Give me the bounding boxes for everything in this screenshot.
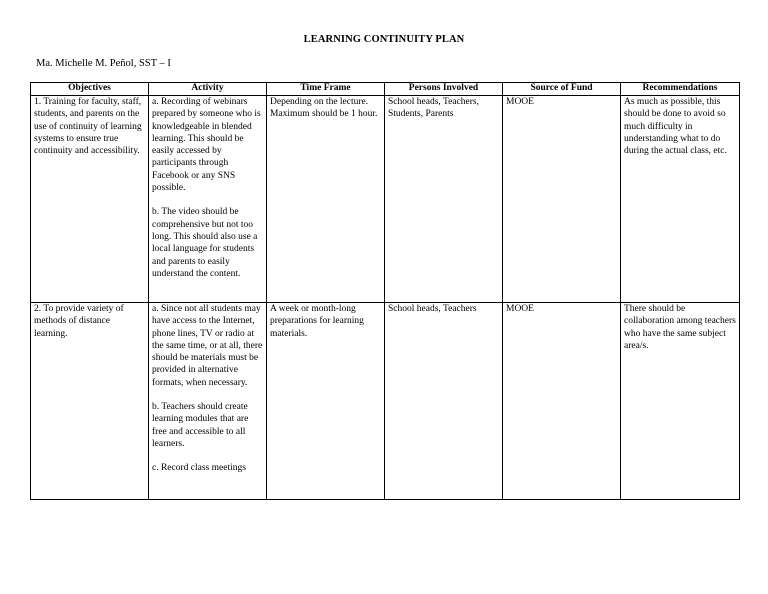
header-time-frame: Time Frame	[267, 83, 385, 96]
activity-item: b. Teachers should create learning modules that are free and accessible to all learners.	[152, 402, 249, 449]
fund-cell: MOOE	[503, 96, 621, 303]
learning-plan-table	[30, 82, 740, 500]
table-header-row	[31, 83, 740, 96]
header-source-of-fund: Source of Fund	[503, 83, 621, 96]
fund-cell: MOOE	[503, 303, 621, 500]
activity-item: a. Recording of webinars prepared by someone who is knowledgeable in blended learning. This should be easily accessed by participants through Facebook or any SNS possible.	[152, 97, 261, 194]
objective-cell: 2. To provide variety of methods of distance learning.	[31, 303, 149, 500]
activity-cell	[149, 303, 267, 500]
header-recommendations: Recommendations	[621, 83, 740, 96]
author-line: Ma. Michelle M. Peñol, SST – I	[36, 58, 171, 69]
activity-item: a. Since not all students may have access to the Internet, phone lines, TV or radio at the same time, or at all, there should be materials must be provided in alternative formats, when necessary.	[152, 304, 263, 388]
header-objectives: Objectives	[31, 83, 149, 96]
objective-cell: 1. Training for faculty, staff, students, and parents on the use of continuity of learning systems to ensure true continuity and accessibility.	[31, 96, 149, 303]
header-activity: Activity	[149, 83, 267, 96]
persons-cell: School heads, Teachers	[385, 303, 503, 500]
time-frame-cell: Depending on the lecture. Maximum should be 1 hour.	[267, 96, 385, 303]
persons-cell: School heads, Teachers, Students, Parents	[385, 96, 503, 303]
header-persons-involved: Persons Involved	[385, 83, 503, 96]
activity-item: c. Record class meetings	[152, 463, 246, 474]
document-title: LEARNING CONTINUITY PLAN	[303, 34, 465, 45]
activity-cell	[149, 96, 267, 303]
activity-item: b. The video should be comprehensive but not too long. This should also use a local language for students and parents to easily understand the content.	[152, 207, 258, 279]
recommendation-cell: As much as possible, this should be done to avoid so much difficulty in understanding what to do during the actual class, etc.	[621, 96, 740, 303]
recommendation-cell: There should be collaboration among teachers who have the same subject area/s.	[621, 303, 740, 500]
time-frame-cell: A week or month-long preparations for learning materials.	[267, 303, 385, 500]
table-row	[31, 96, 740, 303]
table-row	[31, 303, 740, 500]
